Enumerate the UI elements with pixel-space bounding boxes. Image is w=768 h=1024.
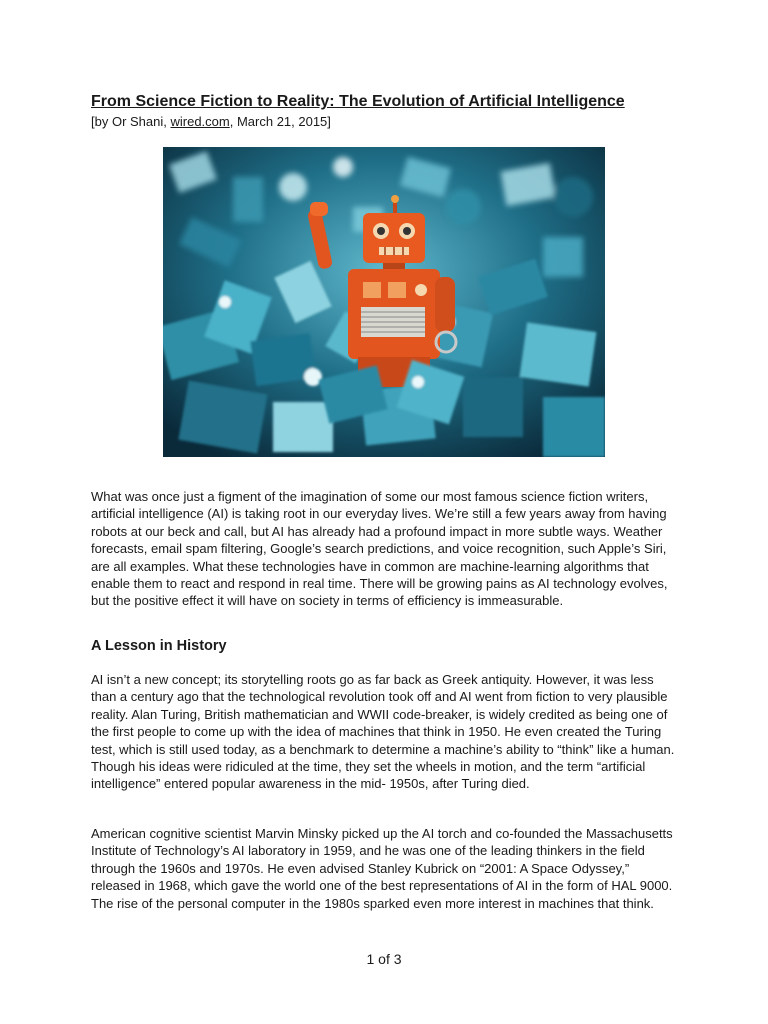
article-title: From Science Fiction to Reality: The Evolution of Artificial Intelligence [91, 93, 625, 110]
article-byline [91, 114, 331, 129]
paragraph-history-2: American cognitive scientist Marvin Minsky picked up the AI torch and co-founded the Massachusetts Institute of Technology’s AI laboratory in 1959, and he was one of the leading thinkers in the field through the 1960s and 1970s. He even advised Stanley Kubrick on “2001: A Space Odyssey,” released in 1968, which gave the world one of the best representations of AI in the form of HAL 9000. The rise of the personal computer in the 1980s sparked even more interest in machines that think. [91, 826, 673, 911]
paragraph-intro: What was once just a figment of the imagination of some our most famous science fiction writers, artificial intelligence (AI) is taking root in our everyday lives. We’re still a few years away from having robots at our beck and call, but AI has already had a profound impact in more subtle ways. Weather forecasts, email spam filtering, Google’s search predictions, and voice recognition, such Apple’s Siri, are all examples. What these technologies have in common are machine-learning algorithms that enable them to react and respond in real time. There will be growing pains as AI technology evolves, but the positive effect it will have on society in terms of efficiency is immeasurable. [91, 489, 668, 609]
byline-suffix: , March 21, 2015] [229, 114, 331, 129]
section-heading-history: A Lesson in History [91, 638, 227, 654]
page-number: 1 of 3 [366, 951, 402, 967]
hero-image-orange-robot [163, 147, 605, 457]
paragraph-history-1: AI isn’t a new concept; its storytelling roots go as far back as Greek antiquity. However, it was less than a century ago that the technological revolution took off and AI went from fiction to very plausible reality. Alan Turing, British mathematician and WWII code-breaker, is widely credited as being one of the first people to come up with the idea of machines that think in 1950. He even created the Turing test, which is still used today, as a benchmark to determine a machine’s ability to “think” like a human. Though his ideas were ridiculed at the time, they set the wheels in motion, and the term “artificial intelligence” entered popular awareness in the mid- 1950s, after Turing died. [91, 672, 675, 792]
byline-source-link[interactable]: wired.com [170, 114, 230, 129]
byline-prefix: [by Or Shani, [91, 114, 171, 129]
